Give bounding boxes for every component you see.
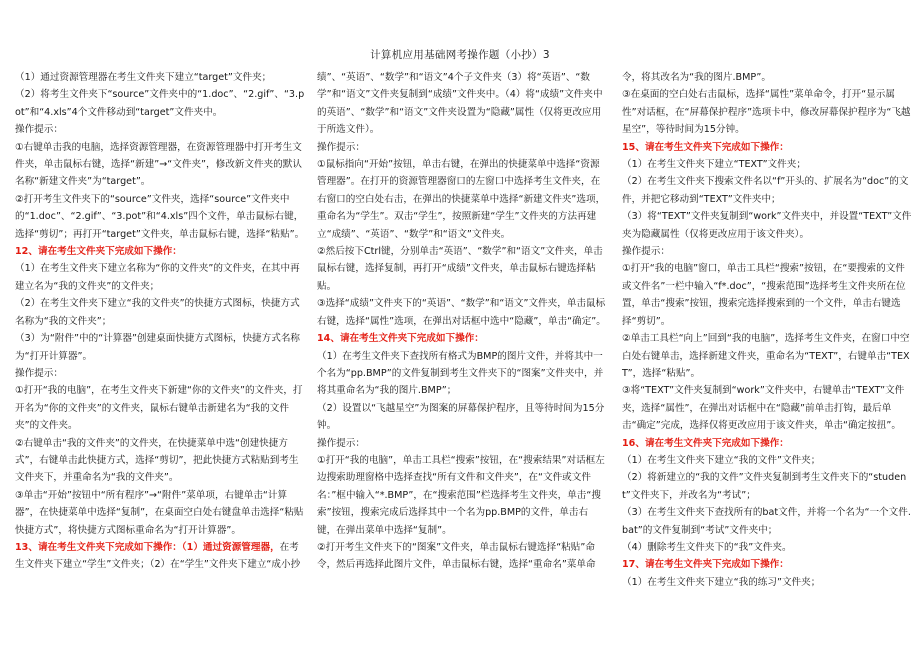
paragraph-text: 操作提示： [317, 437, 365, 449]
paragraph-text: 操作提示： [622, 246, 670, 258]
paragraph [622, 574, 912, 591]
column-2 [317, 69, 607, 574]
paragraph [317, 139, 607, 156]
paragraph [15, 86, 307, 121]
paragraph-text: ③单击“开始”按钮中“所有程序”→“附件”菜单项，右键单击“计算器”，在快捷菜单中选择“复制”，在桌面空白处右键盘单击选择“粘贴快捷方式”，将快捷方式图标重命名为“打开计算器”。 [15, 489, 304, 536]
paragraph [15, 260, 307, 295]
paragraph [317, 156, 607, 243]
paragraph [15, 139, 307, 191]
paragraph-text: 令，将其改名为“我的图片.BMP”。 [622, 72, 771, 83]
paragraph-text: （1）在考生文件夹下建立“我的文件”文件夹； [622, 454, 821, 466]
paragraph-text: ①打开“我的电脑”，在考生文件夹下新建“你的文件夹”的文件夹，打开名为“你的文件夹”的文件夹，鼠标右键单击新建名为“我的文件夹”的文件夹。 [15, 385, 303, 432]
paragraph-text: （2）将新建立的“我的文件”文件夹复制到考生文件夹下的“student”文件夹下，并改名为“考试”； [622, 472, 907, 501]
paragraph [622, 504, 912, 539]
paragraph-text: ①打开“我的电脑”窗口，单击工具栏“搜索”按钮，在“要搜索的文件或文件名”一栏中输入“f*.doc”，“搜索范围”选择考生文件夹所在位置，单击“搜索”按钮，搜索完选择搜索到的一个文件，单击右键选择“剪切”。 [622, 263, 906, 327]
question-heading [622, 556, 912, 573]
paragraph [317, 435, 607, 452]
paragraph [317, 400, 607, 435]
paragraph [15, 191, 307, 243]
paragraph [15, 382, 307, 434]
paragraph-text: 操作提示： [15, 367, 63, 379]
paragraph-text: ①打开“我的电脑”，单击工具栏“搜索”按钮，在“搜索结果”对话框左边搜索助理窗格中选择查找“所有文件和文件夹”，在“文件或文件名：”框中输入“*.BMP”，在“搜索范围”栏选择考生文件夹，单击“搜索”按钮，搜索完成后选择其中一个名为pp.BMP的文件，单击右键，在弹出菜单中选择“复制”。 [317, 454, 605, 536]
paragraph-text: （2）设置以“飞越星空”为图案的屏幕保护程序，且等待时间为15分钟。 [317, 402, 605, 432]
heading-text: 14、请在考生文件夹下完成如下操作： [317, 333, 484, 345]
paragraph [317, 69, 607, 139]
paragraph [622, 173, 912, 208]
paragraph [317, 348, 607, 400]
paragraph [15, 121, 307, 138]
paragraph [622, 539, 912, 556]
paragraph [622, 260, 912, 330]
paragraph-text: ②然后按下Ctrl键，分别单击“英语”、“数学”和“语文”文件夹，单击鼠标右键，选择复制，再打开“成绩”文件夹，单击鼠标右键选择粘贴。 [317, 246, 603, 292]
paragraph [622, 208, 912, 243]
paragraph-text: （1）在考生文件夹下建立“TEXT”文件夹； [622, 159, 806, 171]
heading-text: 17、请在考生文件夹下完成如下操作： [622, 559, 789, 571]
paragraph-text: （1）在考生文件夹下建立名称为“你的文件夹”的文件夹，在其中再建立名为“我的文件夹”的文件夹； [15, 263, 300, 292]
question-heading [15, 539, 307, 574]
paragraph [317, 452, 607, 539]
paragraph [622, 243, 912, 260]
paragraph [15, 295, 307, 330]
paragraph [15, 487, 307, 539]
paragraph [622, 156, 912, 173]
paragraph [622, 330, 912, 382]
heading-text: 16、请在考生文件夹下完成如下操作： [622, 437, 789, 449]
paragraph-text: （3）在考生文件夹下查找所有的bat文件，并将一个名为“一个文件.bat”的文件复制到“考试”文件夹中； [622, 507, 911, 536]
paragraph-text: ②右键单击“我的文件夹”的文件夹，在快捷菜单中选“创建快捷方式”，右键单击此快捷方式，选择“剪切”，把此快捷方式粘贴到考生文件夹下，并重命名为“我的文件夹”。 [15, 437, 299, 484]
paragraph-text: ③将“TEXT”文件夹复制到“work”文件夹中，右键单击“TEXT”文件夹，选择“属性”，在弹出对话框中在“隐藏”前单击打钩，最后单击“确定”完成，选择仅将更改应用于该文件夹，单击“确定按扭”。 [622, 385, 905, 432]
question-heading [622, 139, 912, 156]
paragraph-text: ③选择“成绩”文件夹下的“英语”、“数学”和“语文”文件夹，单击鼠标右键，选择“属性”选项，在弹出对话框中选中“隐藏”，单击“确定”。 [317, 298, 606, 327]
paragraph-text: （4）删除考生文件夹下的“我”文件夹。 [622, 541, 792, 553]
paragraph [622, 86, 912, 138]
heading-text: 15、请在考生文件夹下完成如下操作： [622, 141, 789, 153]
paragraph-text: （1）在考生文件夹下建立“我的练习”文件夹； [622, 576, 821, 588]
column-3 [622, 69, 912, 591]
paragraph-text: （2）将考生文件夹下“source”文件夹中的“1.doc”、“2.gif”、“3.pot”和“4.xls”4个文件移动到“target”文件夹中。 [15, 89, 305, 118]
paragraph [622, 69, 912, 86]
paragraph-text: 操作提示： [15, 124, 63, 136]
paragraph-text: 操作提示： [317, 141, 365, 153]
paragraph [15, 435, 307, 487]
paragraph-text: ②打开考生文件夹下的“图案”文件夹，单击鼠标右键选择“粘贴”命令，然后再选择此图片文件，单击鼠标右键，选择“重命名”菜单命 [317, 541, 596, 571]
paragraph-text: （3）为“附件”中的“计算器”创建桌面快捷方式图标，快捷方式名称为“打开计算器”。 [15, 333, 301, 362]
paragraph-text: ②打开考生文件夹下的“source”文件夹，选择“source”文件夹中的“1.doc”、“2.gif”、“3.pot”和“4.xls”四个文件，单击鼠标右键，选择“剪切”；再打开“target”文件夹，单击鼠标右键，选择“粘贴”。 [15, 193, 305, 240]
paragraph-text: （2）在考生文件夹下建立“我的文件夹”的快捷方式图标，快捷方式名称为“我的文件夹”； [15, 298, 300, 327]
question-heading [622, 435, 912, 452]
paragraph [15, 330, 307, 365]
paragraph [622, 469, 912, 504]
paragraph-text: ①鼠标指向“开始”按钮，单击右键，在弹出的快捷菜单中选择“资源管理器”。在打开的资源管理器窗口的左窗口中选择考生文件夹，在右窗口的空白处右击，在弹出的快捷菜单中选择“新建文件夹”选项，重命名为“学生”。双击“学生”，按照新建“学生”文件夹的方法再建立“成绩”、“英语”、“数学”和“语文”文件夹。 [317, 159, 606, 240]
paragraph [317, 295, 607, 330]
question-heading [317, 330, 607, 347]
heading-text: 13、请在考生文件夹下完成如下操作：（1）通过资源管理器， [15, 541, 280, 553]
paragraph-text: （1）在考生文件夹下查找所有格式为BMP的图片文件，并将其中一个名为“pp.BMP”的文件复制到考生文件夹下的“图案”文件夹中，并将其重命名为“我的图片.BMP”； [317, 350, 604, 397]
paragraph-text: ③在桌面的空白处右击鼠标，选择“属性”菜单命令，打开“显示属性”对话框，在“屏幕保护程序”选项卡中，修改屏幕保护程序为“飞越星空”，等待时间为15分钟。 [622, 89, 911, 136]
paragraph [15, 69, 307, 86]
paragraph [317, 539, 607, 574]
column-1 [15, 69, 307, 574]
paragraph-text: （2）在考生文件夹下搜索文件名以“f”开头的、扩展名为“doc”的文件，并把它移动到“TEXT”文件夹中； [622, 176, 909, 205]
paragraph [15, 365, 307, 382]
paragraph-text: ①右键单击我的电脑，选择资源管理器，在资源管理器中打开考生文件夹，单击鼠标右键，选择“新建”→“文件夹”，修改新文件夹的默认名称“新建文件夹”为“target”。 [15, 141, 302, 188]
paragraph-text: 在考生文件夹下建立“学生”文件夹；（2）在“学生”文件夹下建立“成小抄 [15, 541, 301, 571]
paragraph-text: （3）将“TEXT”文件夹复制到“work”文件夹中，并设置“TEXT”文件夹为隐藏属性（仅将更改应用于该文件夹）。 [622, 211, 912, 240]
paragraph [622, 382, 912, 434]
page-title: 计算机应用基础网考操作题（小抄）3 [370, 49, 550, 61]
paragraph [317, 243, 607, 295]
paragraph-text: （1）通过资源管理器在考生文件夹下建立“target”文件夹； [15, 72, 272, 83]
paragraph-text: 绩”、“英语”、“数学”和“语文”4个子文件夹（3）将“英语”、“数学”和“语文”文件夹复制到“成绩”文件夹中。（4）将“成绩”文件夹中的英语”、“数学”和“语文”文件夹设置为“隐藏”属性（仅将更改应用于所选文件）。 [317, 72, 603, 136]
question-heading [15, 243, 307, 260]
paragraph [622, 452, 912, 469]
paragraph-text: ②单击工具栏“向上”回到“我的电脑”，选择考生文件夹，在窗口中空白处右键单击，选择新建文件夹，重命名为“TEXT”，右键单击“TEXT”，选择“粘贴”。 [622, 333, 910, 379]
heading-text: 12、请在考生文件夹下完成如下操作： [15, 246, 182, 258]
